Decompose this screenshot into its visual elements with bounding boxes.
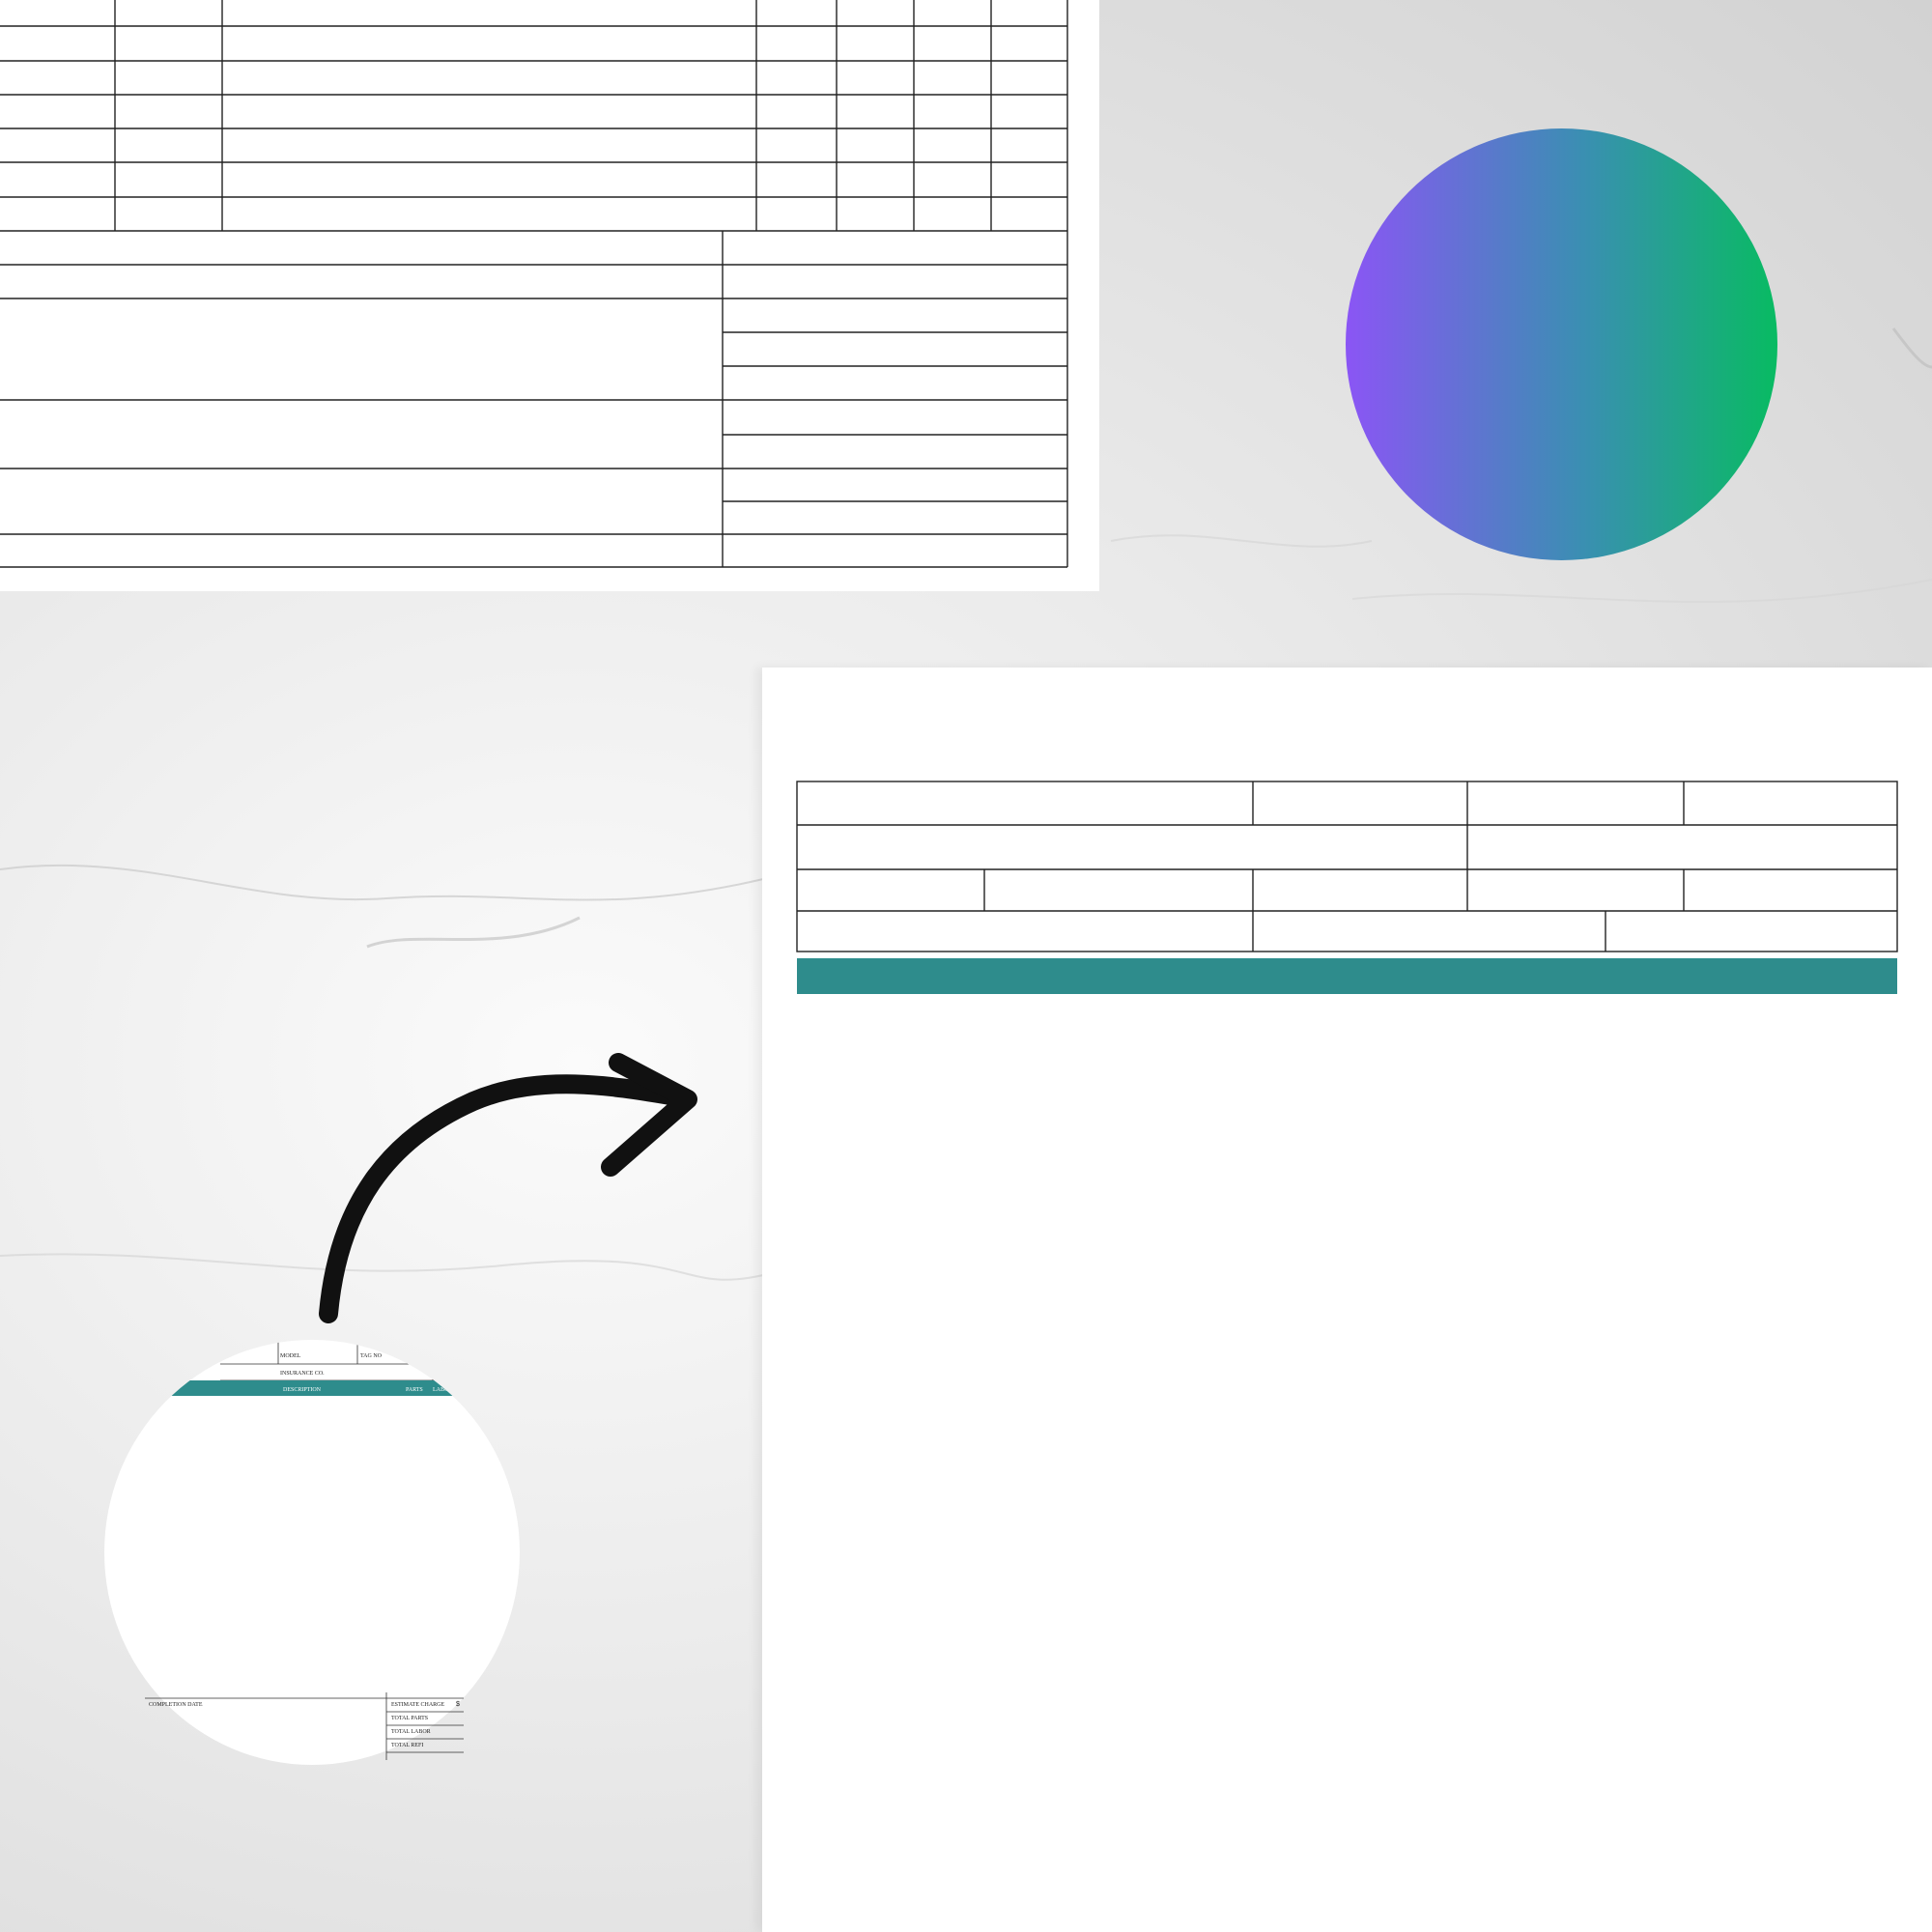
table-header-bar <box>797 958 1897 994</box>
svg-text:ESTIMATE CHARGE: ESTIMATE CHARGE <box>391 1702 445 1708</box>
svg-text:PARTS: PARTS <box>406 1387 423 1393</box>
svg-text:MODEL: MODEL <box>280 1353 301 1359</box>
svg-text:DESCRIPTION: DESCRIPTION <box>283 1387 322 1393</box>
svg-text:TAG NO: TAG NO <box>360 1353 383 1359</box>
svg-text:LABOR: LABOR <box>433 1387 453 1393</box>
svg-text:TOTAL REFI: TOTAL REFI <box>391 1743 424 1748</box>
svg-text:$: $ <box>456 1701 460 1708</box>
zoom-preview-bottom <box>145 1692 512 1770</box>
svg-text:TOTAL PARTS: TOTAL PARTS <box>391 1716 429 1721</box>
form-page <box>762 668 1932 1932</box>
svg-text:INSURANCE CO.: INSURANCE CO. <box>280 1371 325 1377</box>
svg-text:TOTAL LABOR: TOTAL LABOR <box>391 1729 431 1735</box>
form-grid <box>762 668 1932 1932</box>
svg-text:COMPLETION DATE: COMPLETION DATE <box>149 1702 203 1708</box>
